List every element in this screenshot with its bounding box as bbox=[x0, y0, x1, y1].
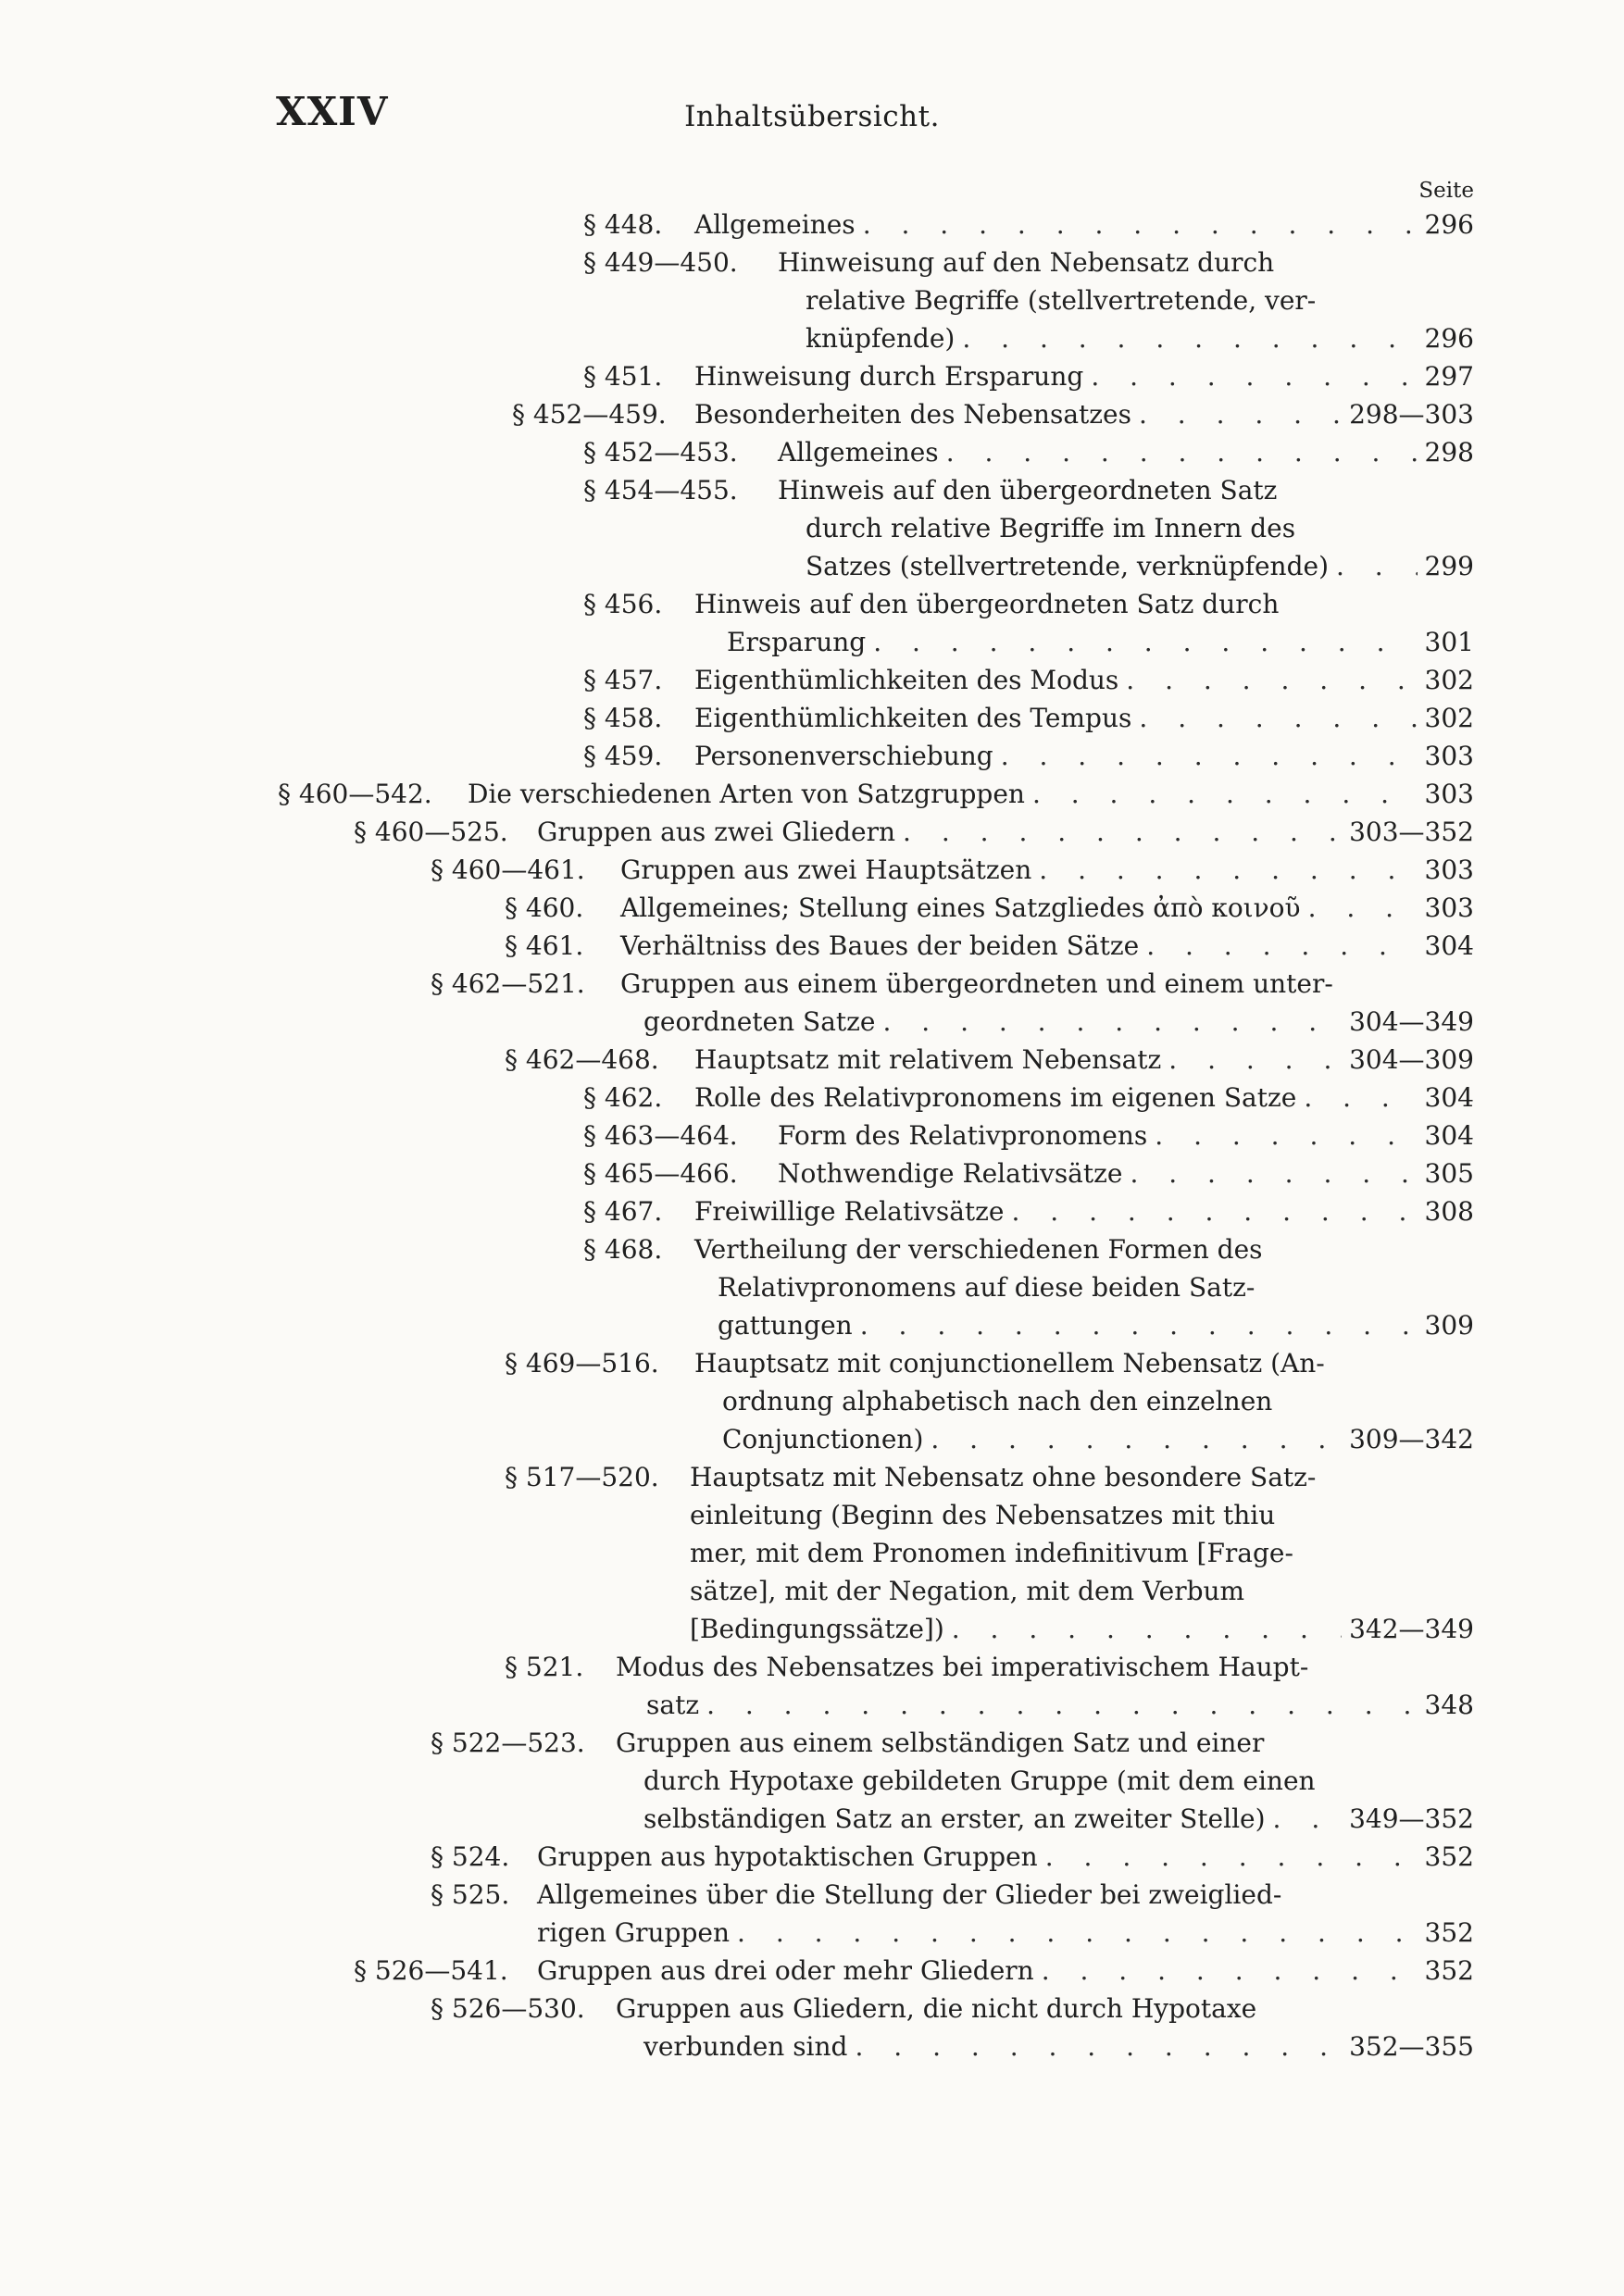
toc-entry-title: Hinweisung durch Ersparung bbox=[694, 361, 1084, 392]
dot-leader bbox=[860, 1306, 1418, 1344]
toc-entry-title: [Bedingungssätze]) bbox=[690, 1614, 944, 1644]
toc-page-number: 296 bbox=[1424, 209, 1474, 240]
toc-page-number: 304 bbox=[1424, 1082, 1474, 1113]
page-number: XXIV bbox=[276, 89, 389, 134]
dot-leader bbox=[903, 813, 1342, 851]
toc-entry-title: Hauptsatz mit Nebensatz ohne besondere Satz- bbox=[690, 1462, 1317, 1492]
toc-section-number: § 460—461. bbox=[431, 855, 585, 885]
toc-entry-line bbox=[778, 243, 1474, 281]
toc-entry-line bbox=[620, 889, 1474, 927]
toc-entry-title: Die verschiedenen Arten von Satzgruppen bbox=[468, 779, 1025, 809]
toc-entry-title: Satzes (stellvertretende, verknüpfende) bbox=[806, 551, 1329, 581]
toc-section-number: § 457. bbox=[583, 665, 663, 695]
toc-entry-line bbox=[616, 1724, 1474, 1762]
dot-leader bbox=[931, 1420, 1342, 1458]
toc-entry-line bbox=[646, 1686, 1474, 1724]
toc-section-number: § 462—521. bbox=[431, 968, 585, 999]
toc-entry-line bbox=[537, 1876, 1474, 1914]
toc-entry-title: Personenverschiebung bbox=[694, 741, 993, 771]
toc-section-number: § 448. bbox=[583, 209, 663, 240]
dot-leader bbox=[706, 1686, 1417, 1724]
toc-page-number: 352 bbox=[1424, 1917, 1474, 1948]
toc-entry-line bbox=[778, 471, 1474, 509]
toc-entry-title: gattungen bbox=[718, 1310, 853, 1341]
toc-page-number: 309 bbox=[1424, 1310, 1474, 1341]
toc-entry-line bbox=[806, 509, 1474, 547]
toc-section-number: § 521. bbox=[505, 1652, 584, 1682]
dot-leader bbox=[1304, 1079, 1417, 1117]
toc-page-number: 303 bbox=[1424, 855, 1474, 885]
dot-leader bbox=[1168, 1041, 1342, 1079]
toc-entry-title: verbunden sind bbox=[643, 2031, 848, 2062]
toc-entry-title: Hinweis auf den übergeordneten Satz durch bbox=[694, 589, 1280, 619]
toc-entry-title: Verhältniss des Baues der beiden Sätze bbox=[620, 930, 1140, 961]
toc-entry-title: ordnung alphabetisch nach den einzelnen bbox=[722, 1386, 1273, 1416]
toc-page-number: 349—352 bbox=[1349, 1803, 1474, 1834]
toc-page-number: 296 bbox=[1424, 323, 1474, 354]
toc-entry-title: Ersparung bbox=[727, 627, 867, 657]
dot-leader bbox=[1091, 357, 1417, 395]
dot-leader bbox=[1139, 395, 1342, 433]
toc-entry-title: einleitung (Beginn des Nebensatzes mit thiu bbox=[690, 1500, 1276, 1530]
toc-entry-line bbox=[616, 1990, 1474, 2028]
dot-leader bbox=[1308, 889, 1418, 927]
toc-entry-line bbox=[694, 1344, 1474, 1382]
dot-leader bbox=[1126, 661, 1417, 699]
toc-entry-line bbox=[643, 1003, 1474, 1041]
toc-entry-title: Modus des Nebensatzes bei imperativischem Haupt- bbox=[616, 1652, 1309, 1682]
toc-entry-title: Hinweisung auf den Nebensatz durch bbox=[778, 247, 1275, 278]
dot-leader bbox=[737, 1914, 1418, 1952]
toc-entry-title: Nothwendige Relativsätze bbox=[778, 1158, 1123, 1189]
toc-page-number: 352—355 bbox=[1349, 2031, 1474, 2062]
toc-entry-title: Gruppen aus zwei Hauptsätzen bbox=[620, 855, 1032, 885]
toc-entry-line bbox=[468, 775, 1474, 813]
toc-entry-line bbox=[806, 281, 1474, 319]
toc-entry-title: Allgemeines; Stellung eines Satzgliedes ἀπὸ κοινοῦ bbox=[620, 892, 1301, 923]
toc-entry-title: Gruppen aus zwei Gliedern bbox=[537, 817, 896, 847]
toc-entry-title: Relativpronomens auf diese beiden Satz- bbox=[718, 1272, 1255, 1303]
toc-section-number: § 449—450. bbox=[583, 247, 738, 278]
toc-page-number: 298 bbox=[1424, 437, 1474, 468]
toc-entry-line bbox=[620, 965, 1474, 1003]
dot-leader bbox=[952, 1610, 1342, 1648]
toc-section-number: § 524. bbox=[431, 1841, 510, 1872]
toc-entry-title: rigen Gruppen bbox=[537, 1917, 731, 1948]
toc-entry-line bbox=[718, 1306, 1474, 1344]
toc-entry-title: relative Begriffe (stellvertretende, ver- bbox=[806, 285, 1317, 316]
toc-entry-line bbox=[620, 851, 1474, 889]
toc-entry-title: Gruppen aus hypotaktischen Gruppen bbox=[537, 1841, 1038, 1872]
toc-entry-title: Hauptsatz mit relativem Nebensatz bbox=[694, 1044, 1162, 1075]
toc-page-number: 303 bbox=[1424, 892, 1474, 923]
dot-leader bbox=[1130, 1154, 1417, 1192]
toc-section-number: § 460—542. bbox=[278, 779, 432, 809]
toc-page-number: 304—349 bbox=[1349, 1006, 1474, 1037]
toc-entry-line bbox=[690, 1534, 1474, 1572]
toc-entry-title: Gruppen aus einem übergeordneten und einem unter- bbox=[620, 968, 1333, 999]
toc-entry-line bbox=[694, 395, 1474, 433]
toc-entry-line bbox=[778, 433, 1474, 471]
toc-section-number: § 462. bbox=[583, 1082, 663, 1113]
dot-leader bbox=[1045, 1838, 1418, 1876]
toc-page-number: 304 bbox=[1424, 1120, 1474, 1151]
toc-entry-line bbox=[694, 1192, 1474, 1230]
toc-page-number: 352 bbox=[1424, 1841, 1474, 1872]
dot-leader bbox=[1155, 1117, 1417, 1154]
toc-entry-title: Gruppen aus Gliedern, die nicht durch Hypotaxe bbox=[616, 1993, 1257, 2024]
toc-entry-line bbox=[694, 206, 1474, 243]
toc-page-number: 304 bbox=[1424, 930, 1474, 961]
toc-entry-line bbox=[778, 1117, 1474, 1154]
dot-leader bbox=[1273, 1800, 1343, 1838]
toc-entry-line bbox=[694, 1041, 1474, 1079]
toc-entry-title: Form des Relativpronomens bbox=[778, 1120, 1148, 1151]
dot-leader bbox=[1336, 547, 1418, 585]
toc-entry-line bbox=[690, 1458, 1474, 1496]
toc-section-number: § 522—523. bbox=[431, 1728, 585, 1758]
toc-section-number: § 463—464. bbox=[583, 1120, 738, 1151]
toc-page-number: 302 bbox=[1424, 665, 1474, 695]
toc-page-number: 299 bbox=[1424, 551, 1474, 581]
toc-entry-line bbox=[643, 1762, 1474, 1800]
toc-entry-line bbox=[620, 927, 1474, 965]
toc-section-number: § 459. bbox=[583, 741, 663, 771]
toc-entry-line bbox=[694, 661, 1474, 699]
toc-page-number: 342—349 bbox=[1349, 1614, 1474, 1644]
toc-section-number: § 525. bbox=[431, 1879, 510, 1910]
toc-page-number: 297 bbox=[1424, 361, 1474, 392]
toc-entry-title: Rolle des Relativpronomens im eigenen Satze bbox=[694, 1082, 1297, 1113]
toc-entry-title: satz bbox=[646, 1690, 700, 1720]
toc-page-number: 352 bbox=[1424, 1955, 1474, 1986]
toc-entry-line bbox=[694, 737, 1474, 775]
toc-entry-line bbox=[537, 813, 1474, 851]
toc-entry-title: durch Hypotaxe gebildeten Gruppe (mit dem einen bbox=[643, 1766, 1316, 1796]
toc-entry-title: selbständigen Satz an erster, an zweiter Stelle) bbox=[643, 1803, 1266, 1834]
toc-page-number: 302 bbox=[1424, 703, 1474, 733]
toc-entry-title: geordneten Satze bbox=[643, 1006, 876, 1037]
seite-column-label: Seite bbox=[1418, 179, 1474, 203]
dot-leader bbox=[1001, 737, 1418, 775]
toc-entry-line bbox=[694, 357, 1474, 395]
toc-entry-title: Allgemeines bbox=[694, 209, 856, 240]
toc-entry-title: Besonderheiten des Nebensatzes bbox=[694, 399, 1131, 430]
toc-section-number: § 460. bbox=[505, 892, 584, 923]
dot-leader bbox=[1146, 927, 1417, 965]
toc-entry-line bbox=[694, 699, 1474, 737]
toc-entry-title: Vertheilung der verschiedenen Formen des bbox=[694, 1234, 1263, 1265]
toc-entry-title: knüpfende) bbox=[806, 323, 956, 354]
toc-section-number: § 461. bbox=[505, 930, 584, 961]
toc-page-number: 303 bbox=[1424, 779, 1474, 809]
toc-entry-line bbox=[694, 1230, 1474, 1268]
page-title: Inhaltsübersicht. bbox=[684, 100, 940, 133]
toc-page-number: 303—352 bbox=[1349, 817, 1474, 847]
toc-entry-title: Gruppen aus drei oder mehr Gliedern bbox=[537, 1955, 1034, 1986]
toc-entry-line bbox=[694, 585, 1474, 623]
toc-entry-line bbox=[690, 1496, 1474, 1534]
toc-entry-line bbox=[694, 1079, 1474, 1117]
toc-page-number: 298—303 bbox=[1349, 399, 1474, 430]
toc-section-number: § 451. bbox=[583, 361, 663, 392]
toc-entry-line bbox=[643, 1800, 1474, 1838]
toc-section-number: § 526—541. bbox=[354, 1955, 508, 1986]
toc-page-number: 309—342 bbox=[1349, 1424, 1474, 1454]
toc-entry-title: Gruppen aus einem selbständigen Satz und einer bbox=[616, 1728, 1265, 1758]
toc-entry-line bbox=[537, 1952, 1474, 1990]
toc-section-number: § 458. bbox=[583, 703, 663, 733]
dot-leader bbox=[1032, 775, 1418, 813]
toc-entry-title: Eigenthümlichkeiten des Tempus bbox=[694, 703, 1132, 733]
dot-leader bbox=[1039, 851, 1417, 889]
toc-entry-line bbox=[722, 1382, 1474, 1420]
dot-leader bbox=[873, 623, 1417, 661]
toc-section-number: § 456. bbox=[583, 589, 663, 619]
toc-page-number: 305 bbox=[1424, 1158, 1474, 1189]
toc-entry-line bbox=[722, 1420, 1474, 1458]
dot-leader bbox=[1011, 1192, 1417, 1230]
toc-entry-line bbox=[806, 547, 1474, 585]
dot-leader bbox=[882, 1003, 1342, 1041]
toc-entry-line bbox=[537, 1914, 1474, 1952]
toc-entry-line bbox=[718, 1268, 1474, 1306]
dot-leader bbox=[1042, 1952, 1418, 1990]
toc-entry-title: durch relative Begriffe im Innern des bbox=[806, 513, 1296, 543]
toc-entry-line bbox=[727, 623, 1474, 661]
toc-entry-title: Hauptsatz mit conjunctionellem Nebensatz (An- bbox=[694, 1348, 1325, 1379]
dot-leader bbox=[946, 433, 1418, 471]
toc-entry-title: mer, mit dem Pronomen indefinitivum [Frage- bbox=[690, 1538, 1293, 1568]
toc-entry-title: Conjunctionen) bbox=[722, 1424, 924, 1454]
toc-section-number: § 468. bbox=[583, 1234, 663, 1265]
toc-entry-line bbox=[537, 1838, 1474, 1876]
toc-page-number: 348 bbox=[1424, 1690, 1474, 1720]
toc-section-number: § 526—530. bbox=[431, 1993, 585, 2024]
toc-entry-line bbox=[778, 1154, 1474, 1192]
toc-section-number: § 454—455. bbox=[583, 475, 738, 505]
toc-section-number: § 517—520. bbox=[505, 1462, 659, 1492]
toc-section-number: § 452—459. bbox=[512, 399, 667, 430]
toc-section-number: § 460—525. bbox=[354, 817, 508, 847]
toc-section-number: § 462—468. bbox=[505, 1044, 659, 1075]
toc-page-number: 301 bbox=[1424, 627, 1474, 657]
toc-entry-line bbox=[690, 1572, 1474, 1610]
dot-leader bbox=[863, 206, 1418, 243]
dot-leader bbox=[855, 2028, 1342, 2065]
toc-entry-line bbox=[616, 1648, 1474, 1686]
toc-entry-title: Freiwillige Relativsätze bbox=[694, 1196, 1005, 1227]
toc-entry-title: sätze], mit der Negation, mit dem Verbum bbox=[690, 1576, 1245, 1606]
toc-section-number: § 469—516. bbox=[505, 1348, 659, 1379]
toc-entry-title: Hinweis auf den übergeordneten Satz bbox=[778, 475, 1278, 505]
toc-entry-title: Allgemeines über die Stellung der Glieder bei zweiglied- bbox=[537, 1879, 1282, 1910]
toc-entry-line bbox=[806, 319, 1474, 357]
toc-page-number: 304—309 bbox=[1349, 1044, 1474, 1075]
toc-page-number: 303 bbox=[1424, 741, 1474, 771]
toc-page-number: 308 bbox=[1424, 1196, 1474, 1227]
dot-leader bbox=[962, 319, 1417, 357]
toc-entry-line bbox=[690, 1610, 1474, 1648]
toc-section-number: § 465—466. bbox=[583, 1158, 738, 1189]
toc-section-number: § 467. bbox=[583, 1196, 663, 1227]
dot-leader bbox=[1139, 699, 1417, 737]
toc-entry-title: Eigenthümlichkeiten des Modus bbox=[694, 665, 1119, 695]
toc-entry-title: Allgemeines bbox=[778, 437, 939, 468]
toc-entry-line bbox=[643, 2028, 1474, 2065]
toc-section-number: § 452—453. bbox=[583, 437, 738, 468]
